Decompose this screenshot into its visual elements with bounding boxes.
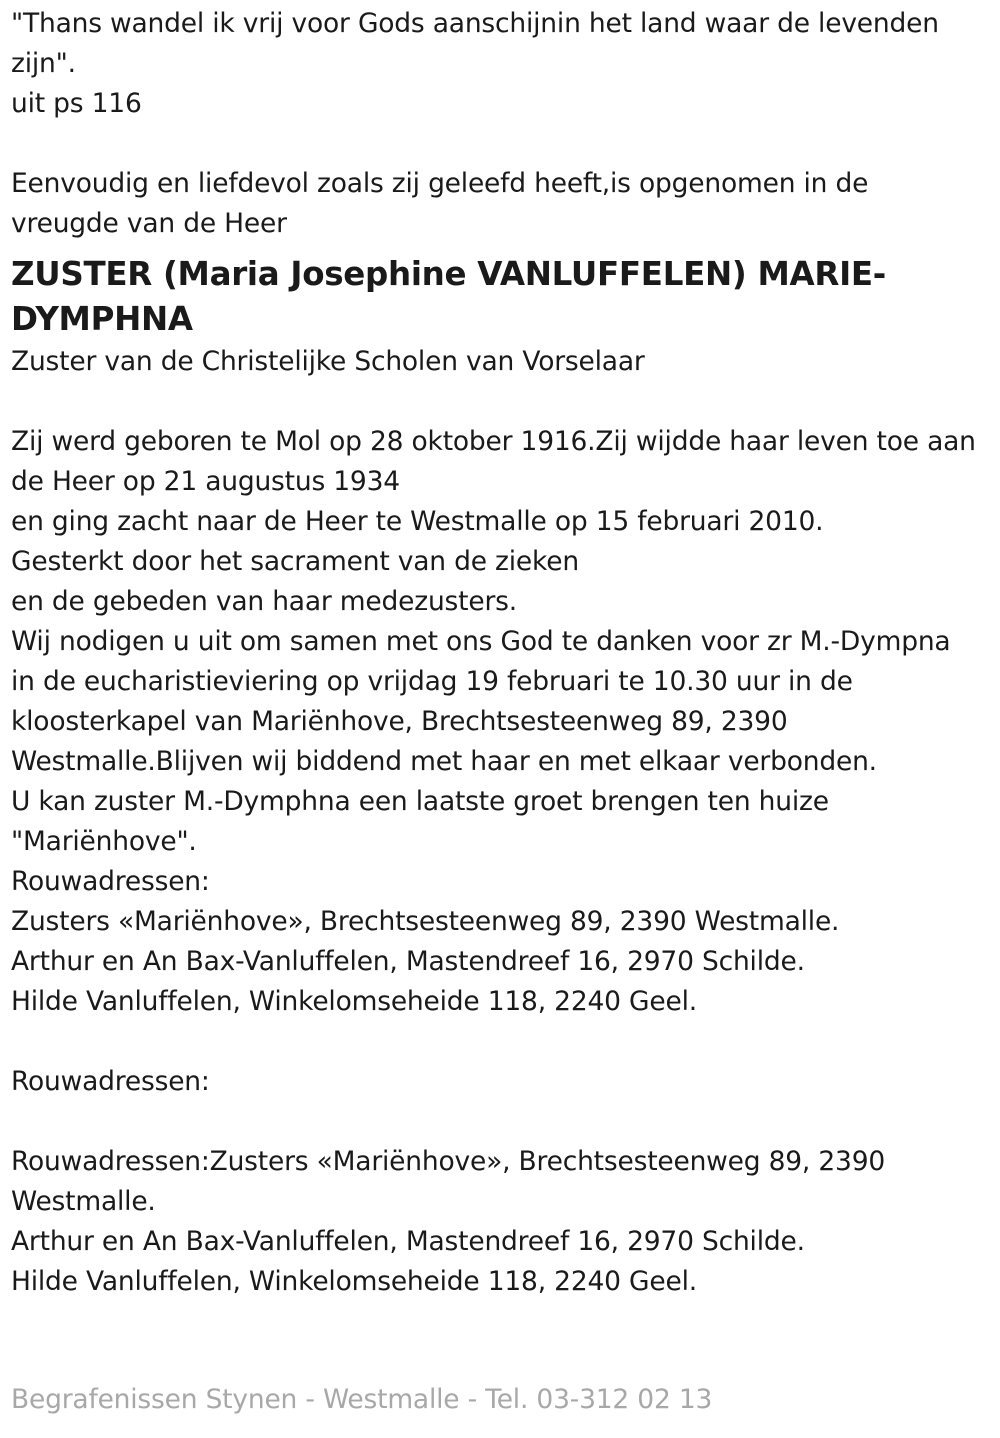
address-line: Rouwadressen:Zusters «Mariënhove», Brechtsesteenweg 89, 2390 <box>11 1146 886 1177</box>
body-block <box>11 422 989 1022</box>
body-line: Zij werd geboren te Mol op 28 oktober 1916.Zij wijdde haar leven toe aan <box>11 426 976 457</box>
address-line: Arthur en An Bax-Vanluffelen, Mastendreef 16, 2970 Schilde. <box>11 1226 805 1257</box>
spacer <box>11 124 989 164</box>
addresses-heading: Rouwadressen: <box>11 1066 210 1097</box>
body-line: Westmalle.Blijven wij biddend met haar en met elkaar verbonden. <box>11 746 877 777</box>
address-line: Hilde Vanluffelen, Winkelomseheide 118, 2240 Geel. <box>11 1266 697 1297</box>
quote-line: zijn". <box>11 48 76 79</box>
body-line: de Heer op 21 augustus 1934 <box>11 466 400 497</box>
body-line: en ging zacht naar de Heer te Westmalle op 15 februari 2010. <box>11 506 824 537</box>
intro-block <box>11 164 989 244</box>
body-line: Hilde Vanluffelen, Winkelomseheide 118, 2240 Geel. <box>11 986 697 1017</box>
funeral-home-footer: Begrafenissen Stynen - Westmalle - Tel. 03-312 02 13 <box>11 1384 713 1415</box>
body-line: Arthur en An Bax-Vanluffelen, Mastendreef 16, 2970 Schilde. <box>11 946 805 977</box>
body-line: U kan zuster M.-Dymphna een laatste groet brengen ten huize <box>11 786 829 817</box>
deceased-subtitle: Zuster van de Christelijke Scholen van Vorselaar <box>11 346 645 377</box>
intro-line: Eenvoudig en liefdevol zoals zij geleefd heeft,is opgenomen in de <box>11 168 869 199</box>
body-line: kloosterkapel van Mariënhove, Brechtsesteenweg 89, 2390 <box>11 706 788 737</box>
spacer <box>11 1022 989 1062</box>
body-line: Gesterkt door het sacrament van de zieken <box>11 546 579 577</box>
address-line: Westmalle. <box>11 1186 156 1217</box>
addresses-block <box>11 1142 989 1302</box>
body-line: Rouwadressen: <box>11 866 210 897</box>
deceased-name-line: ZUSTER (Maria Josephine VANLUFFELEN) MARIE- <box>11 255 886 293</box>
body-line: Wij nodigen u uit om samen met ons God te danken voor zr M.-Dympna <box>11 626 951 657</box>
intro-line: vreugde van de Heer <box>11 208 287 239</box>
body-line: Zusters «Mariënhove», Brechtsesteenweg 89, 2390 Westmalle. <box>11 906 840 937</box>
body-line: en de gebeden van haar medezusters. <box>11 586 517 617</box>
quote-line: "Thans wandel ik vrij voor Gods aanschijnin het land waar de levenden <box>11 8 939 39</box>
spacer <box>11 1102 989 1142</box>
obituary-notice <box>11 4 989 1302</box>
quote-block <box>11 4 989 124</box>
deceased-name <box>11 252 989 342</box>
quote-source: uit ps 116 <box>11 88 142 119</box>
body-line: in de eucharistieviering op vrijdag 19 februari te 10.30 uur in de <box>11 666 853 697</box>
spacer <box>11 382 989 422</box>
body-line: "Mariënhove". <box>11 826 197 857</box>
deceased-name-line: DYMPHNA <box>11 300 193 338</box>
